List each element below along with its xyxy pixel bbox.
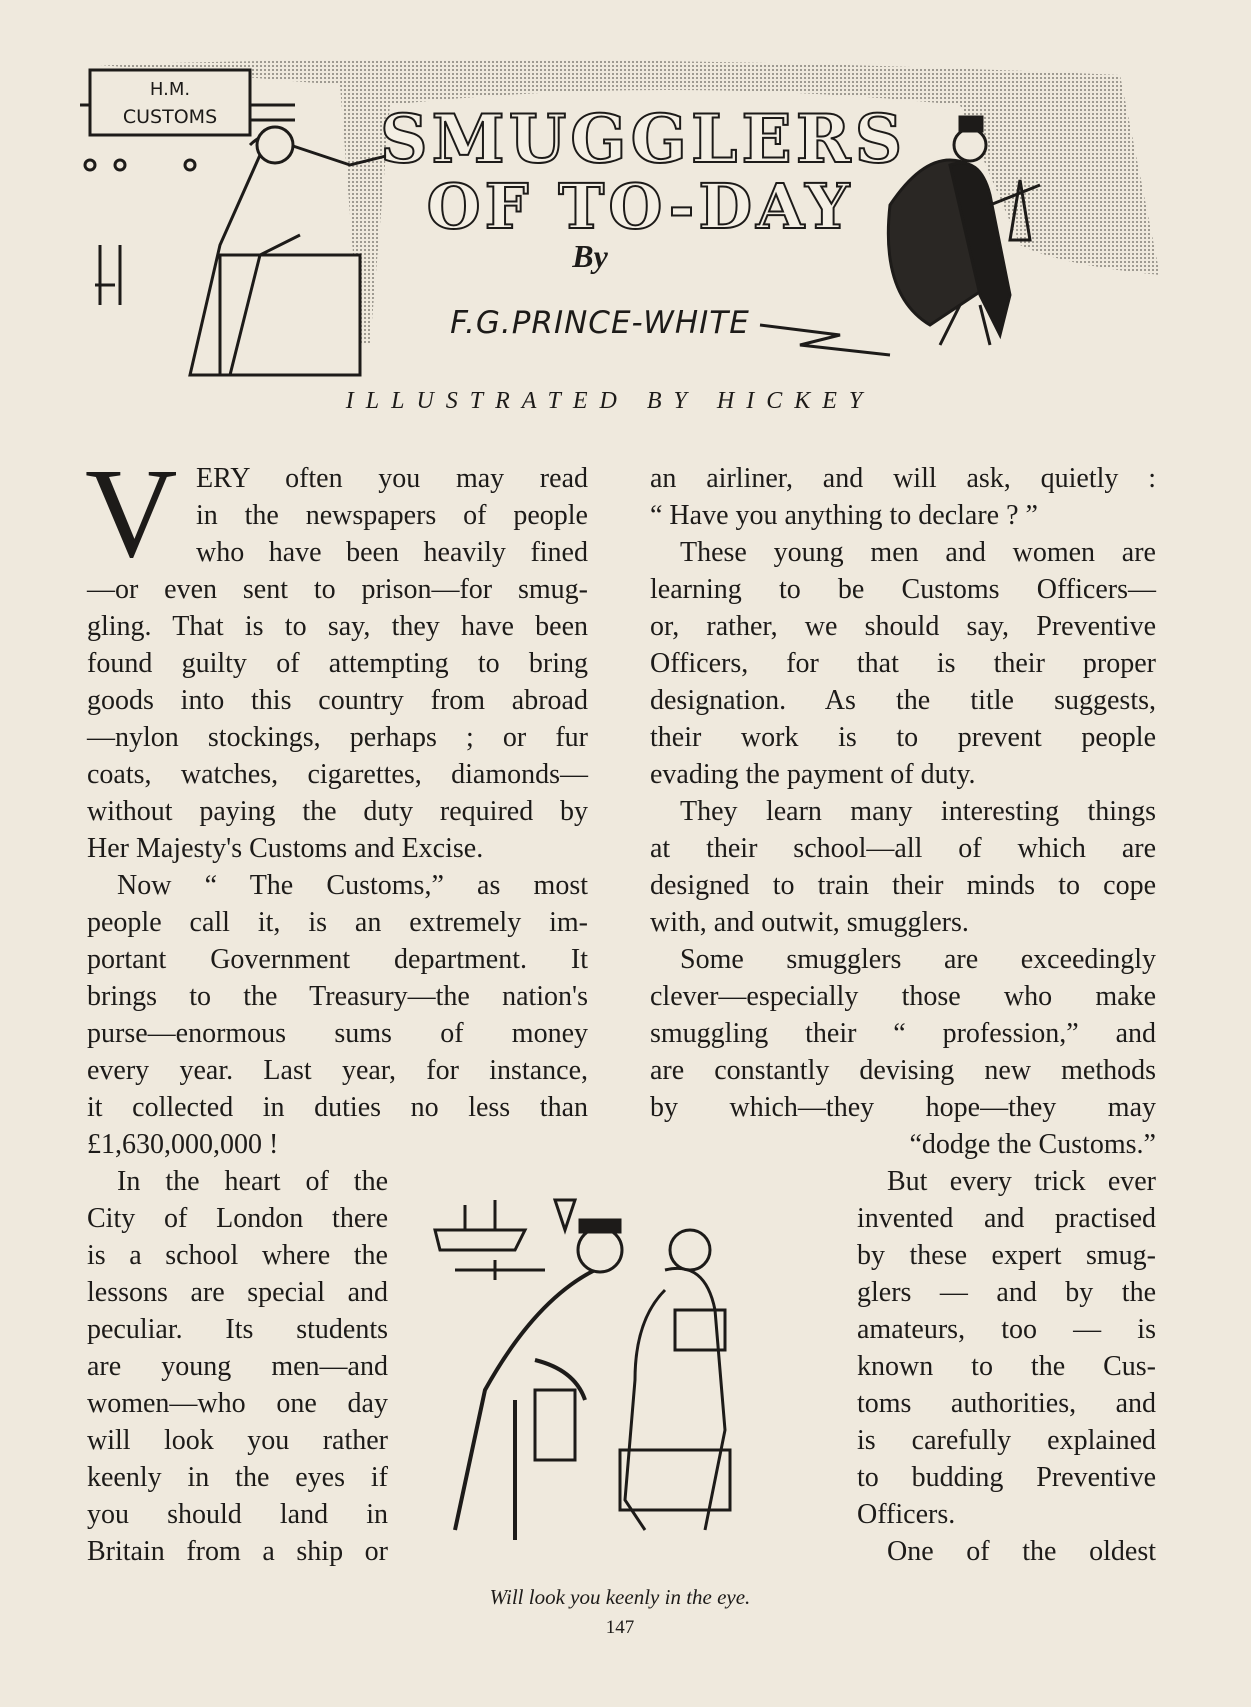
text-line: every year. Last year, for instance, [87,1055,588,1086]
right-narrow-column [857,1126,1156,1570]
text-line: —or even sent to prison—for smug- [87,574,588,605]
text-line: lessons are special and [87,1277,388,1308]
text-line: designation. As the title suggests, [650,685,1156,716]
left-narrow-column [87,1163,388,1570]
text-line: gling. That is to say, they have been [87,611,588,642]
text-line: clever—especially those who make [650,981,1156,1012]
text-line: people call it, is an extremely im- [87,907,588,938]
text-line: invented and practised [857,1203,1156,1234]
sign-text-hm: H.M. [149,79,191,100]
text-line: women—who one day [87,1388,388,1419]
text-line: portant Government department. It [87,944,588,975]
title-line-2: OF TO-DAY [426,170,854,243]
text-line: City of London there [87,1203,388,1234]
text-line: brings to the Treasury—the nation's [87,981,588,1012]
text-line: it collected in duties no less than [87,1092,588,1123]
text-line: evading the payment of duty. [650,759,976,790]
illustrator-credit: ILLUSTRATED BY HICKEY [345,388,875,414]
page-number: 147 [605,1617,635,1638]
text-line: who have been heavily fined [196,537,588,568]
text-line: are young men—and [87,1351,388,1382]
byline-by: By [572,238,608,274]
text-line: without paying the duty required by [87,796,588,827]
text-line: ERY often you may read [196,463,588,494]
traveller-drawing [625,1268,725,1530]
text-line: “dodge the Customs.” [909,1129,1156,1160]
text-line: Her Majesty's Customs and Excise. [87,833,484,864]
text-line: Britain from a ship or [87,1536,388,1567]
text-line: to budding Preventive [857,1462,1156,1493]
text-line: “ Have you anything to declare ? ” [650,500,1038,531]
text-line: are constantly devising new methods [650,1055,1156,1086]
text-line: keenly in the eyes if [87,1462,388,1493]
text-line: Officers, for that is their proper [650,648,1156,679]
illustration-caption: Will look you keenly in the eye. [489,1585,751,1609]
text-line: goods into this country from abroad [87,685,588,716]
text-line: smuggling their “ profession,” and [650,1018,1156,1049]
text-line: coats, watches, cigarettes, diamonds— [87,759,588,790]
text-line: One of the oldest [887,1536,1156,1567]
text-line: with, and outwit, smugglers. [650,907,969,938]
text-line: by which—they hope—they may [650,1092,1156,1123]
text-line: in the newspapers of people [196,500,588,531]
author-name: F.G.PRINCE-WHITE [450,305,750,341]
text-line: an airliner, and will ask, quietly : [650,463,1156,494]
text-line: known to the Cus- [857,1351,1156,1382]
text-line: purse—enormous sums of money [87,1018,588,1049]
text-line: their work is to prevent people [650,722,1156,753]
title-line-1: SMUGGLERS [380,100,907,178]
text-line: designed to train their minds to cope [650,870,1156,901]
right-column [650,460,1156,1126]
text-line: is a school where the [87,1240,388,1271]
text-line: Some smugglers are exceedingly [680,944,1156,975]
text-line: by these expert smug- [857,1240,1156,1271]
text-line: peculiar. Its students [87,1314,388,1345]
text-line: glers — and by the [857,1277,1156,1308]
text-line: —nylon stockings, perhaps ; or fur [87,722,588,753]
customs-inspection-illustration [425,1180,825,1570]
text-line: amateurs, too — is [857,1314,1156,1345]
text-line: £1,630,000,000 ! [87,1129,279,1160]
text-line: is carefully explained [857,1425,1156,1456]
text-line: found guilty of attempting to bring [87,648,588,679]
text-line: will look you rather [87,1425,388,1456]
text-line: or, rather, we should say, Preventive [650,611,1156,642]
text-line: They learn many interesting things [680,796,1156,827]
airplane-drawing [455,1260,545,1280]
text-line: at their school—all of which are [650,833,1156,864]
text-line: you should land in [87,1499,388,1530]
text-line: Officers. [857,1499,956,1530]
text-line: In the heart of the [117,1166,388,1197]
ship-drawing [435,1200,575,1250]
text-line: learning to be Customs Officers— [650,574,1156,605]
text-line: toms authorities, and [857,1388,1156,1419]
sign-text-customs: CUSTOMS [122,106,218,128]
left-column [85,442,588,1163]
text-line: Now “ The Customs,” as most [117,870,588,901]
text-line: These young men and women are [680,537,1156,568]
drop-cap: V [85,442,178,584]
text-line: But every trick ever [887,1166,1156,1197]
